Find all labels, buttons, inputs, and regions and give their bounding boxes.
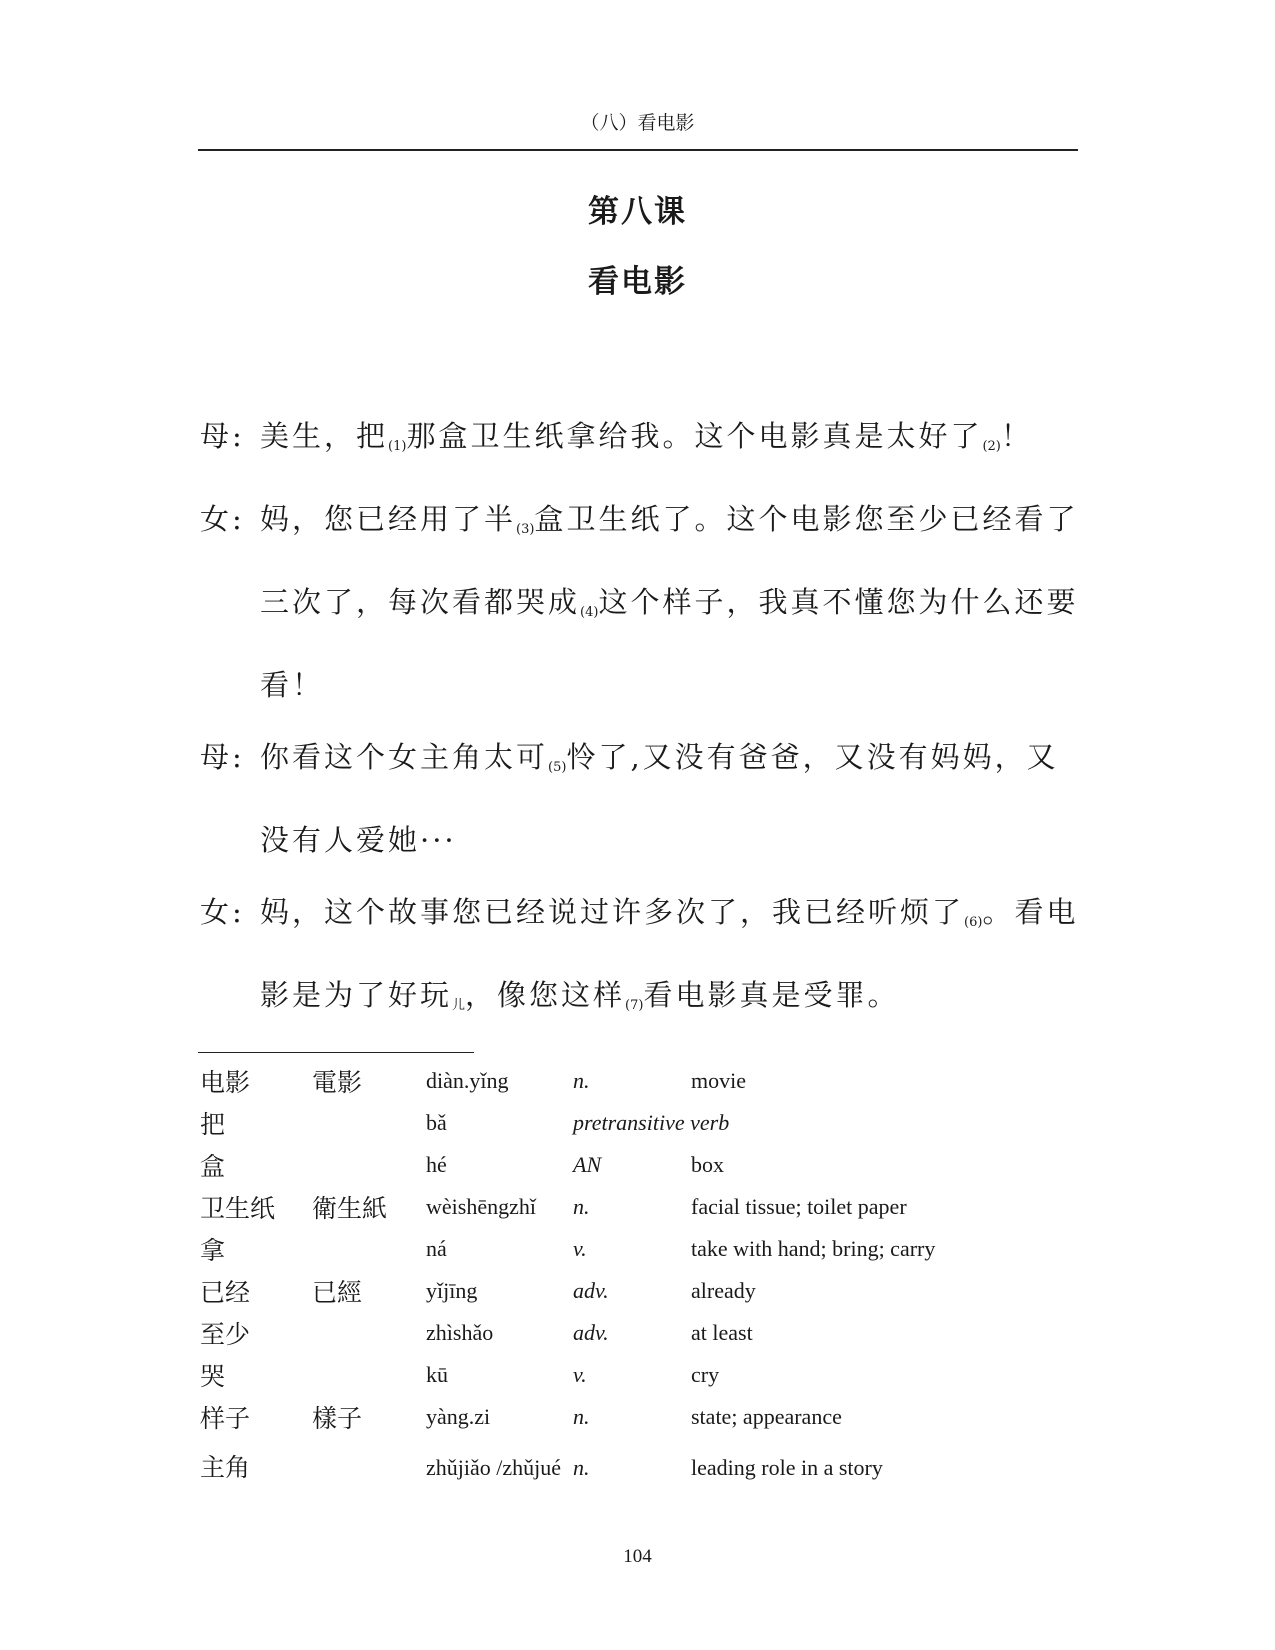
dialogue-segment: 盒卫生纸了。这个电影您至少已经看了三次了，每次看都哭成 (260, 502, 1079, 619)
speaker-label: 母: (200, 419, 245, 453)
dialogue-segment: ！ (1000, 419, 1033, 453)
vocab-simplified: 哭 (200, 1362, 226, 1391)
vocab-row (200, 1228, 1021, 1270)
vocab-pinyin: hé (426, 1152, 447, 1177)
note-marker: (1) (388, 439, 407, 454)
vocab-traditional: 樣子 (312, 1404, 363, 1433)
vocab-row (200, 1270, 1021, 1312)
dialogue-segment: 妈，您已经用了半 (260, 502, 517, 536)
vocab-definition: state; appearance (691, 1404, 842, 1429)
vocab-part-of-speech: v. (573, 1362, 587, 1387)
note-marker: (2) (982, 439, 1001, 454)
vocab-part-of-speech: adv. (573, 1278, 609, 1303)
dialogue-segment: 看电影真是受罪。 (643, 978, 900, 1012)
note-marker: (4) (580, 605, 599, 620)
vocab-row (200, 1060, 1021, 1102)
note-marker: 儿 (452, 998, 466, 1013)
vocab-definition: at least (691, 1320, 753, 1345)
vocab-definition: already (691, 1278, 756, 1303)
vocab-traditional (312, 1102, 426, 1144)
vocab-simplified: 电影 (200, 1068, 251, 1097)
vocab-traditional (312, 1354, 426, 1396)
dialogue (200, 400, 1080, 1042)
vocab-definition: movie (691, 1068, 746, 1093)
vocab-traditional (312, 1228, 426, 1270)
speaker-label: 母: (200, 740, 245, 774)
vocab-pinyin: ná (426, 1236, 447, 1261)
vocab-part-of-speech: n. (573, 1194, 590, 1219)
vocab-pinyin: zhìshǎo (426, 1320, 494, 1345)
vocab-pinyin: bǎ (426, 1110, 447, 1135)
vocab-simplified: 至少 (200, 1320, 251, 1349)
vocab-row (200, 1102, 1021, 1144)
lesson-subtitle: 看电影 (588, 264, 687, 300)
vocab-pinyin: kū (426, 1362, 448, 1387)
vocab-definition: take with hand; bring; carry (691, 1236, 936, 1261)
vocab-traditional (312, 1144, 426, 1186)
vocab-traditional: 衛生紙 (312, 1194, 388, 1223)
vocab-row (200, 1438, 1021, 1496)
vocab-pinyin: diàn.yǐng (426, 1068, 509, 1093)
dialogue-segment: 妈，这个故事您已经说过许多次了，我已经听烦了 (260, 895, 965, 929)
dialogue-text (260, 483, 1080, 721)
page-number: 104 (623, 1546, 652, 1567)
vocab-pinyin: yǐjīng (426, 1278, 478, 1303)
vocab-pinyin: zhǔjiǎo /zhǔjué (426, 1454, 562, 1480)
vocab-definition: box (691, 1152, 724, 1177)
vocab-simplified: 盒 (200, 1152, 226, 1181)
note-marker: (7) (625, 998, 644, 1013)
dialogue-text (260, 721, 1080, 876)
vocab-pinyin: wèishēngzhǐ (426, 1194, 536, 1219)
note-marker: (5) (548, 760, 567, 775)
vocab-simplified: 样子 (200, 1404, 251, 1433)
vocab-simplified: 把 (200, 1110, 226, 1139)
vocab-part-of-speech: v. (573, 1236, 587, 1261)
vocabulary-table (200, 1060, 1021, 1496)
vocab-definition: facial tissue; toilet paper (691, 1194, 907, 1219)
vocab-traditional (312, 1312, 426, 1354)
vocab-definition: cry (691, 1362, 720, 1387)
dialogue-segment: 怜了,又没有爸爸，又没有妈妈，又没有人爱她··· (260, 740, 1059, 857)
vocab-simplified: 主角 (200, 1452, 251, 1482)
note-marker: (3) (516, 522, 535, 537)
vocab-traditional: 電影 (312, 1068, 363, 1097)
dialogue-segment: 。看电影是为了好玩 (260, 895, 1079, 1012)
vocab-part-of-speech: adv. (573, 1320, 609, 1345)
vocab-part-of-speech: n. (573, 1454, 590, 1480)
dialogue-segment: ，像您这样 (465, 978, 626, 1012)
dialogue-text (260, 400, 1080, 483)
dialogue-segment: 这个样子，我真不懂您为什么还要看！ (260, 585, 1079, 702)
vocab-row (200, 1354, 1021, 1396)
vocab-part-of-speech: n. (573, 1068, 590, 1093)
vocab-row (200, 1144, 1021, 1186)
vocab-traditional: 已經 (312, 1278, 363, 1307)
dialogue-line (200, 721, 1080, 876)
vocab-row (200, 1186, 1021, 1228)
running-header: （八）看电影 (580, 112, 695, 134)
vocab-simplified: 已经 (200, 1278, 251, 1307)
vocab-simplified: 卫生纸 (200, 1194, 276, 1223)
vocab-part-of-speech: pretransitive verb (573, 1110, 730, 1135)
vocab-traditional (312, 1438, 426, 1496)
dialogue-segment: 美生，把 (260, 419, 389, 453)
dialogue-line (200, 876, 1080, 1042)
header-divider (198, 149, 1078, 151)
vocab-divider (198, 1052, 474, 1053)
vocab-part-of-speech: AN (573, 1152, 602, 1177)
vocab-row (200, 1396, 1021, 1438)
vocab-pinyin: yàng.zi (426, 1404, 491, 1429)
dialogue-segment: 那盒卫生纸拿给我。这个电影真是太好了 (406, 419, 983, 453)
vocab-simplified: 拿 (200, 1236, 226, 1265)
vocab-row (200, 1312, 1021, 1354)
speaker-label: 女: (200, 895, 245, 929)
vocab-definition: leading role in a story (691, 1454, 883, 1480)
dialogue-line (200, 400, 1080, 483)
lesson-title: 第八课 (588, 194, 687, 230)
note-marker: (6) (964, 915, 983, 930)
speaker-label: 女: (200, 502, 245, 536)
dialogue-text (260, 876, 1080, 1042)
vocab-part-of-speech: n. (573, 1404, 590, 1429)
dialogue-segment: 你看这个女主角太可 (260, 740, 549, 774)
dialogue-line (200, 483, 1080, 721)
